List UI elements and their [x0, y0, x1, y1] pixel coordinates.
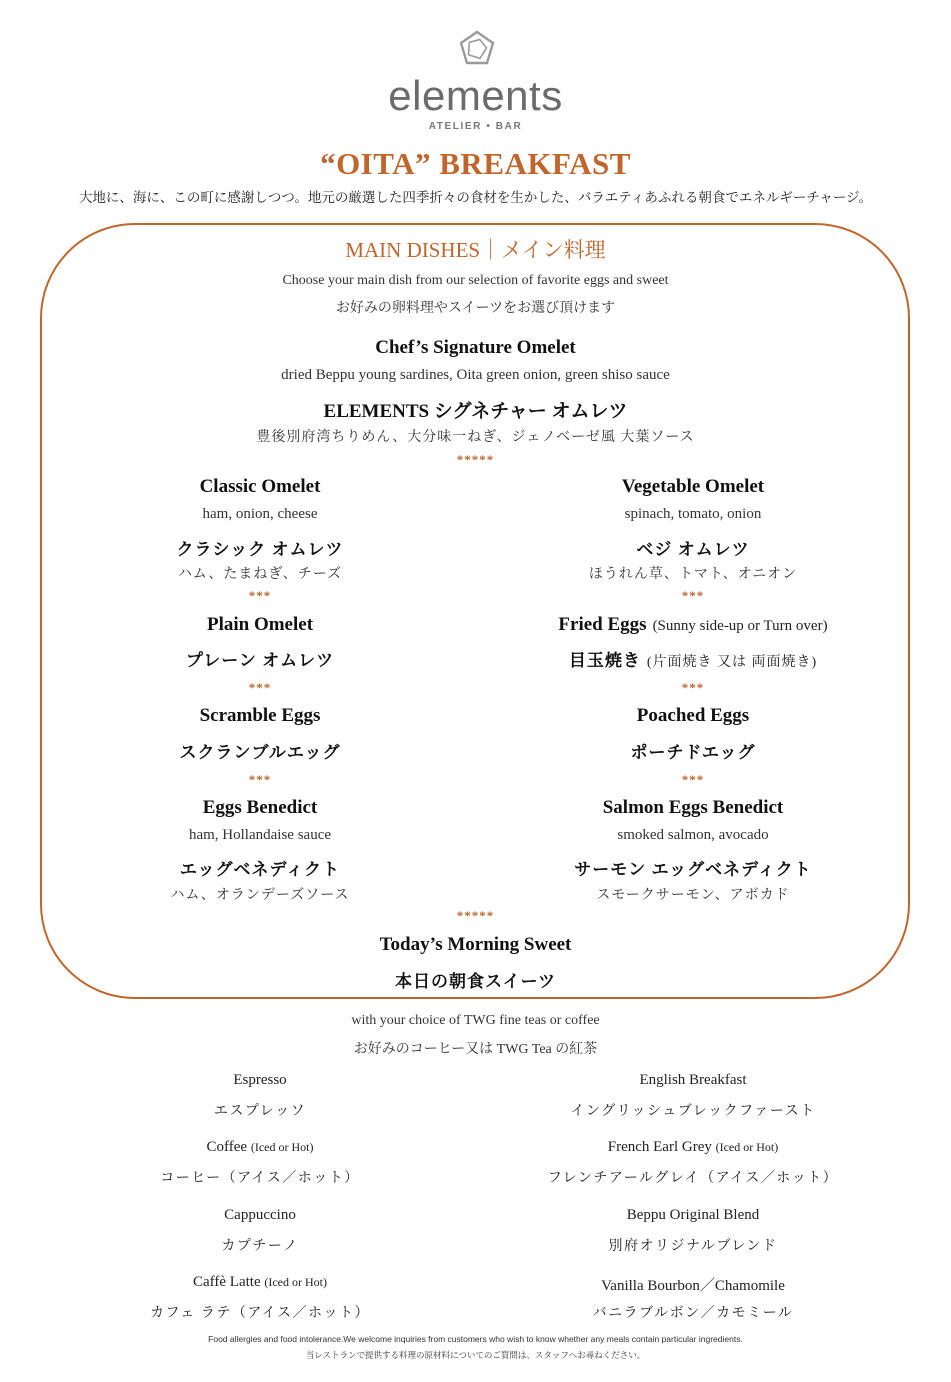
separator: *****: [456, 908, 495, 923]
intro-text: 大地に、海に、この町に感謝しつつ。地元の厳選した四季折々の食材を生かした、バラエティあふれる朝食でエネルギーチャージ。: [78, 190, 873, 205]
classic-omelet-desc-jp: ハム、たまねぎ、チーズ: [177, 567, 343, 582]
fried-eggs-name-en: Fried Eggs: [558, 614, 647, 635]
drink-item-jp: エスプレッソ: [213, 1104, 307, 1119]
drink-item-jp: コーヒー（アイス／ホット）: [160, 1171, 360, 1186]
drink-item-en: Espresso: [233, 1072, 287, 1088]
separator: ***: [248, 772, 272, 787]
plain-omelet-name-en: Plain Omelet: [206, 614, 314, 635]
signature-name-en: Chef’s Signature Omelet: [375, 337, 576, 358]
drinks-note-jp: お好みのコーヒー又は TWG Tea の紅茶: [353, 1042, 598, 1057]
eggs-benedict-desc-jp: ハム、オランデーズソース: [170, 888, 350, 903]
fried-eggs-name-jp: 目玉焼き: [568, 651, 641, 670]
drink-item-en: Beppu Original Blend: [626, 1207, 760, 1223]
brand-name: elements: [388, 72, 563, 119]
salmon-benedict-name-jp: サーモン エッグベネディクト: [574, 860, 812, 879]
drink-item-jp: 別府オリジナルブレンド: [608, 1239, 778, 1254]
eggs-benedict-name-jp: エッグベネディクト: [179, 860, 341, 879]
vegetable-omelet-name-en: Vegetable Omelet: [621, 476, 765, 497]
page-title: “OITA” BREAKFAST: [320, 146, 631, 181]
drink-item-jp: バニラブルボン／カモミール: [592, 1306, 794, 1321]
vegetable-omelet-desc-jp: ほうれん草、トマト、オニオン: [588, 567, 798, 582]
classic-omelet-name-en: Classic Omelet: [199, 476, 321, 497]
main-note-en: Choose your main dish from our selection of favorite eggs and sweet: [282, 273, 669, 288]
drink-item-en: Cappuccino: [224, 1207, 296, 1223]
eggs-benedict-name-en: Eggs Benedict: [202, 797, 318, 818]
drinks-note-en: with your choice of TWG fine teas or coffee: [351, 1013, 600, 1028]
separator: ***: [681, 680, 705, 695]
allergy-note-en: Food allergies and food intolerance.We welcome inquiries from customers who wish to know whether any meals contain particular ingredients.: [208, 1334, 743, 1344]
scramble-eggs-name-jp: スクランブルエッグ: [179, 743, 341, 762]
main-note-jp: お好みの卵料理やスイーツをお選び頂けます: [335, 301, 616, 316]
drink-item-en: English Breakfast: [639, 1072, 747, 1088]
brand-subtitle: ATELIER • BAR: [428, 121, 523, 132]
separator: ***: [681, 772, 705, 787]
fried-eggs-jp-row: [470, 646, 916, 671]
vegetable-omelet-desc-en: spinach, tomato, onion: [624, 506, 762, 522]
drink-item-en: Vanilla Bourbon／Chamomile: [601, 1278, 785, 1294]
plain-omelet-name-jp: プレーン オムレツ: [185, 651, 335, 670]
drink-item-jp: イングリッシュブレックファースト: [570, 1104, 816, 1119]
vegetable-omelet-name-jp: ベジ オムレツ: [636, 540, 750, 559]
signature-desc-jp: 豊後別府湾ちりめん、大分味一ねぎ、ジェノベーゼ風 大葉ソース: [256, 430, 695, 445]
morning-sweet-name-jp: 本日の朝食スイーツ: [395, 972, 556, 991]
classic-omelet-desc-en: ham, onion, cheese: [202, 506, 318, 522]
salmon-benedict-desc-jp: スモークサーモン、アボカド: [596, 888, 790, 903]
allergy-note-jp: 当レストランで提供する料理の原材料についてのご質問は、スタッフへお尋ねください。: [305, 1350, 646, 1360]
drink-item-en: French Earl Grey (Iced or Hot): [607, 1139, 779, 1155]
drink-item-en: Coffee (Iced or Hot): [206, 1139, 314, 1155]
drink-item-jp: フレンチアールグレイ（アイス／ホット）: [547, 1171, 839, 1186]
signature-name-jp: ELEMENTS シグネチャー オムレツ: [323, 401, 628, 422]
fried-eggs-paren-jp: (片面焼き 又は 両面焼き): [646, 655, 818, 670]
signature-desc-en: dried Beppu young sardines, Oita green onion, green shiso sauce: [281, 367, 670, 383]
separator: *****: [456, 452, 495, 467]
poached-eggs-name-jp: ポーチドエッグ: [630, 743, 756, 762]
pentagon-logo-icon: [459, 30, 495, 66]
scramble-eggs-name-en: Scramble Eggs: [199, 705, 321, 726]
fried-eggs-row: [470, 614, 916, 636]
eggs-benedict-desc-en: ham, Hollandaise sauce: [188, 827, 332, 843]
separator: ***: [248, 680, 272, 695]
section-title: MAIN DISHES｜メイン料理: [345, 238, 606, 262]
salmon-benedict-name-en: Salmon Eggs Benedict: [602, 797, 784, 818]
salmon-benedict-desc-en: smoked salmon, avocado: [617, 827, 769, 843]
drink-item-jp: カプチーノ: [221, 1239, 299, 1254]
classic-omelet-name-jp: クラシック オムレツ: [176, 540, 344, 559]
poached-eggs-name-en: Poached Eggs: [636, 705, 750, 726]
separator: ***: [248, 588, 272, 603]
separator: ***: [681, 588, 705, 603]
morning-sweet-name-en: Today’s Morning Sweet: [379, 934, 572, 955]
drink-item-en: Caffè Latte (Iced or Hot): [193, 1274, 327, 1290]
fried-eggs-paren-en: (Sunny side-up or Turn over): [652, 618, 828, 634]
drink-item-jp: カフェ ラテ（アイス／ホット）: [150, 1306, 370, 1321]
